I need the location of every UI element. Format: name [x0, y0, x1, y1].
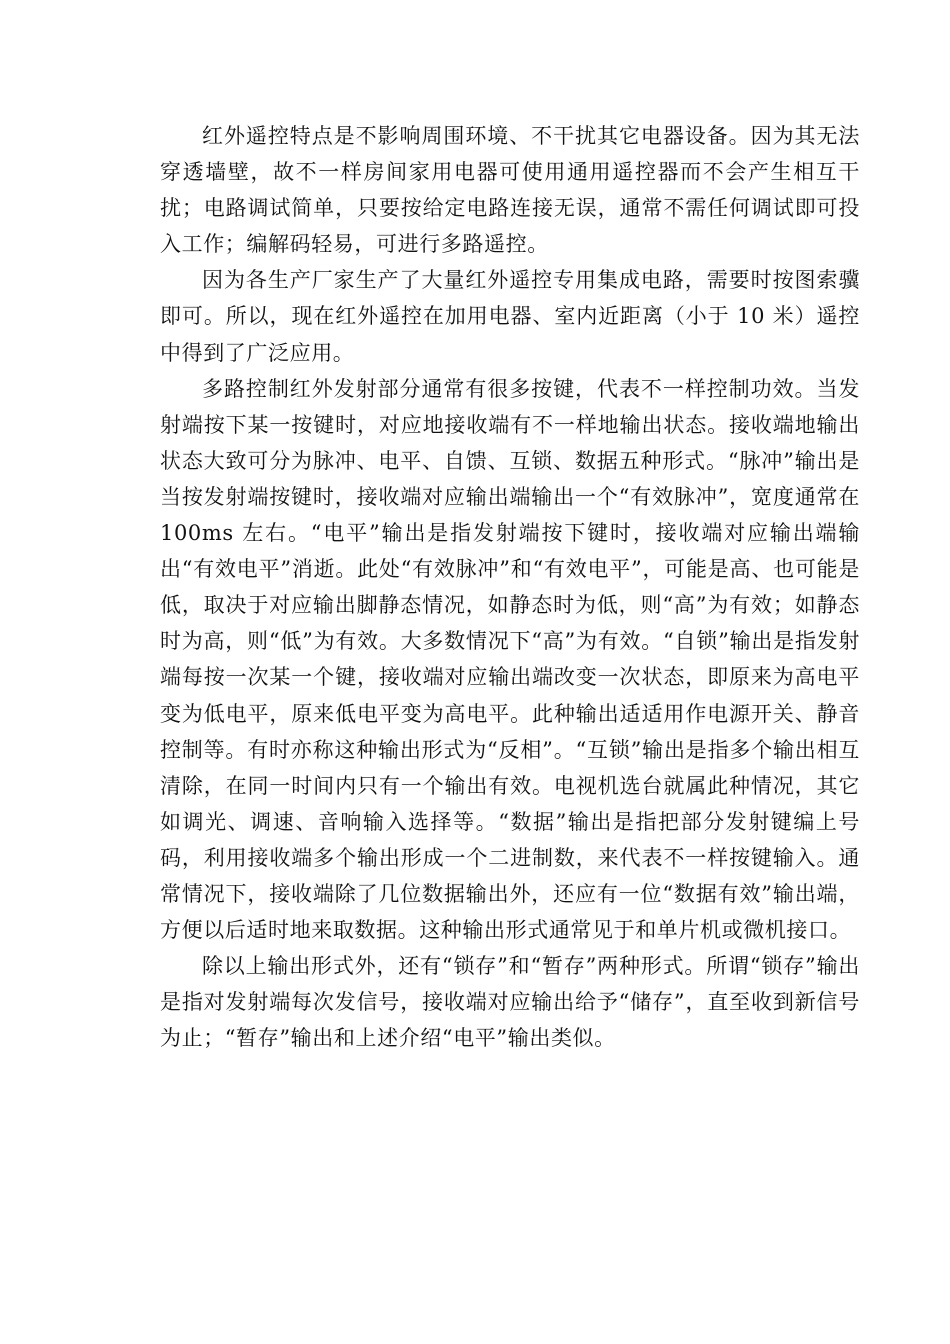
- paragraph-output-modes: 多路控制红外发射部分通常有很多按键，代表不一样控制功效。当发射端按下某一按键时，对应地接收端有不一样地输出状态。接收端地输出状态大致可分为脉冲、电平、自馈、互锁、数据五种形式。“脉冲”输出是当按发射端按键时，接收端对应输出端输出一个“有效脉冲”，宽度通常在 100ms 左右。“电平”输出是指发射端按下键时，接收端对应输出端输出“有效电平”消逝。此处“有效脉冲”和“有效电平”，可能是高、也可能是低，取决于对应输出脚静态情况，如静态时为低，则“高”为有效；如静态时为高，则“低”为有效。大多数情况下“高”为有效。“自锁”输出是指发射端每按一次某一个键，接收端对应输出端改变一次状态，即原来为高电平变为低电平，原来低电平变为高电平。此种输出适适用作电源开关、静音控制等。有时亦称这种输出形式为“反相”。“互锁”输出是指多个输出相互清除，在同一时间内只有一个输出有效。电视机选台就属此种情况，其它如调光、调速、音响输入选择等。“数据”输出是指把部分发射键编上号码，利用接收端多个输出形成一个二进制数，来代表不一样按键输入。通常情况下，接收端除了几位数据输出外，还应有一位“数据有效”输出端，方便以后适时地来取数据。这种输出形式通常见于和单片机或微机接口。: [160, 376, 860, 943]
- document-body: [160, 118, 860, 1056]
- paragraph-latch-modes: 除以上输出形式外，还有“锁存”和“暂存”两种形式。所谓“锁存”输出是指对发射端每次发信号，接收端对应输出给予“储存”，直至收到新信号为止；“暂存”输出和上述介绍“电平”输出类似。: [160, 954, 860, 1051]
- paragraph-ir-remote-applications: 因为各生产厂家生产了大量红外遥控专用集成电路，需要时按图索骥即可。所以，现在红外遥控在加用电器、室内近距离（小于 10 米）遥控中得到了广泛应用。: [160, 268, 860, 365]
- paragraph-ir-remote-features: 红外遥控特点是不影响周围环境、不干扰其它电器设备。因为其无法穿透墙壁，故不一样房间家用电器可使用通用遥控器而不会产生相互干扰；电路调试简单，只要按给定电路连接无误，通常不需任何调试即可投入工作；编解码轻易，可进行多路遥控。: [160, 124, 860, 257]
